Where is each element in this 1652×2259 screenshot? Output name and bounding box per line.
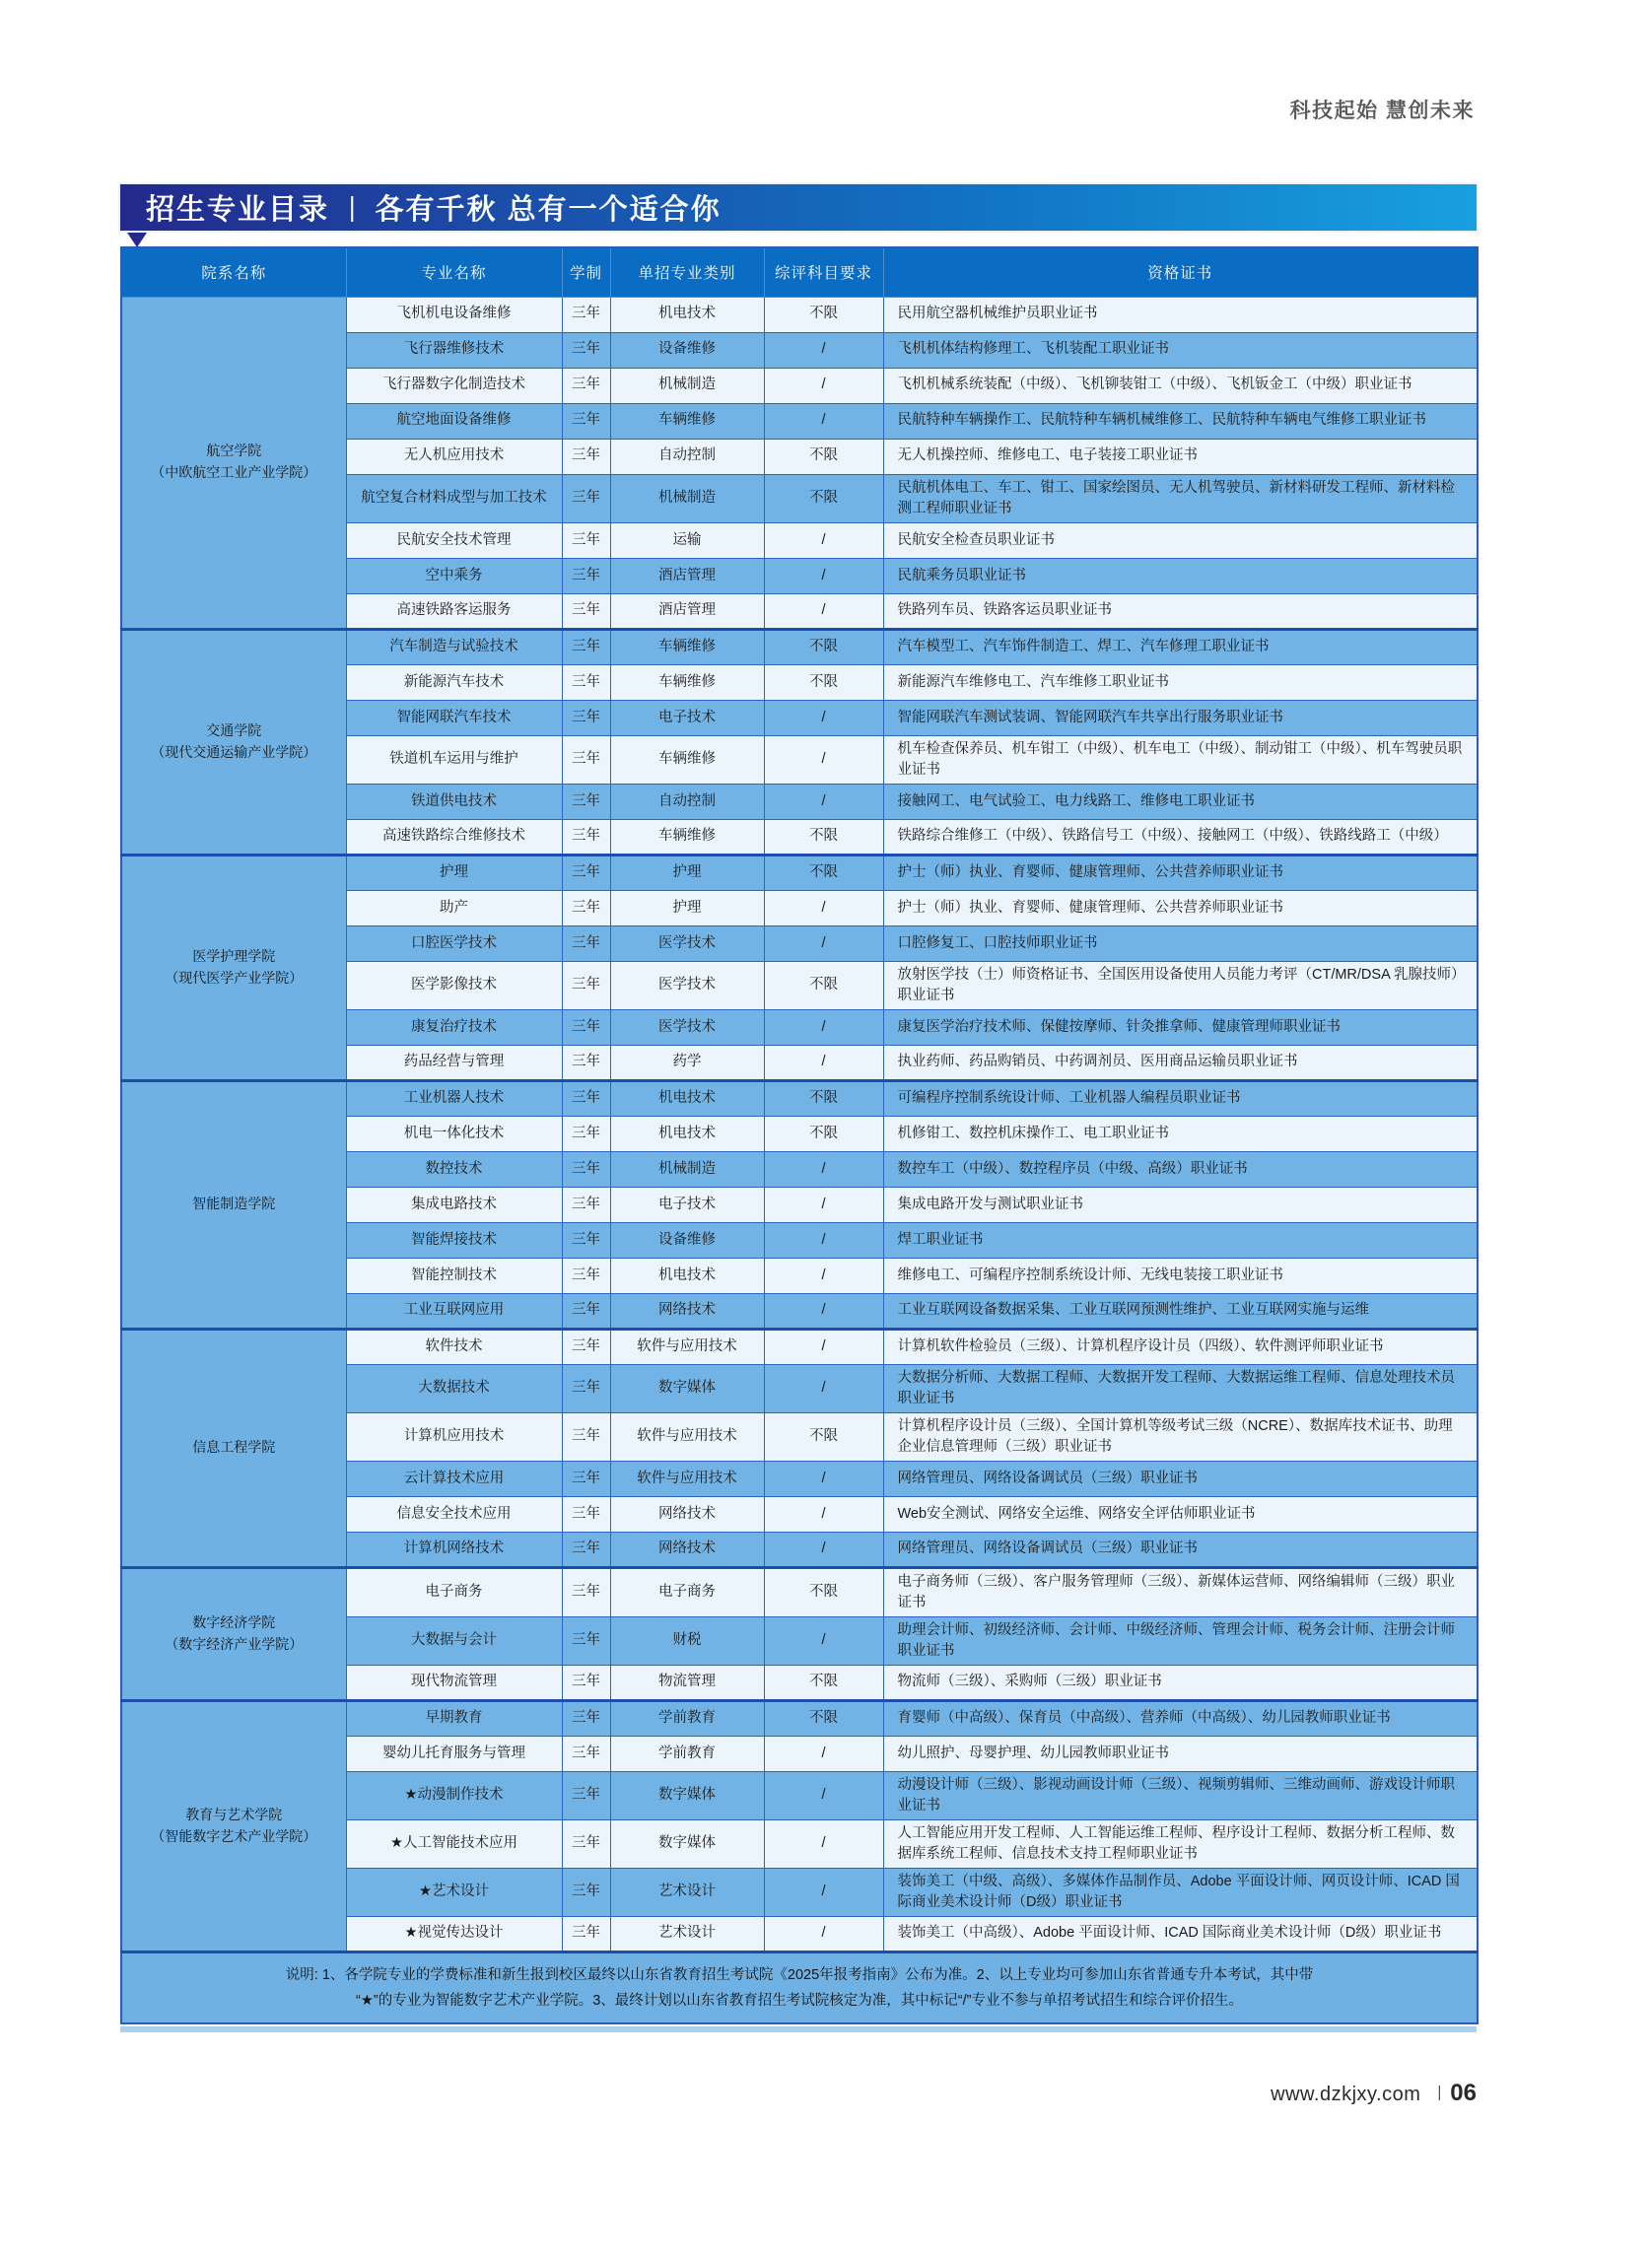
major-cell: 工业互联网应用 (346, 1293, 562, 1329)
category-cell: 设备维修 (610, 332, 764, 368)
major-cell: 电子商务 (346, 1567, 562, 1616)
subject-requirement-cell: / (764, 1736, 883, 1771)
certificate-cell: 计算机程序设计员（三级）、全国计算机等级考试三级（NCRE）、数据库技术证书、助理企业信息管理师（三级）职业证书 (883, 1412, 1478, 1461)
table-bottom-strip (120, 2026, 1477, 2032)
page-title: 招生专业目录 (146, 194, 330, 226)
duration-cell: 三年 (562, 332, 610, 368)
certificate-cell: 民航机体电工、车工、钳工、国家绘图员、无人机驾驶员、新材料研发工程师、新材料检测工程师职业证书 (883, 474, 1478, 522)
subject-requirement-cell: / (764, 1009, 883, 1045)
college-name-cell: 航空学院 （中欧航空工业产业学院） (121, 297, 346, 629)
major-cell: 铁道机车运用与维护 (346, 735, 562, 784)
college-name-cell: 智能制造学院 (121, 1080, 346, 1329)
certificate-cell: 康复医学治疗技术师、保健按摩师、针灸推拿师、健康管理师职业证书 (883, 1009, 1478, 1045)
category-cell: 自动控制 (610, 784, 764, 819)
duration-cell: 三年 (562, 629, 610, 664)
duration-cell: 三年 (562, 403, 610, 439)
category-cell: 机电技术 (610, 1258, 764, 1293)
college-name-cell: 教育与艺术学院 （智能数字艺术产业学院） (121, 1700, 346, 1951)
subject-requirement-cell: / (764, 1819, 883, 1868)
subject-requirement-cell: 不限 (764, 1080, 883, 1116)
category-cell: 机电技术 (610, 1080, 764, 1116)
category-cell: 酒店管理 (610, 593, 764, 629)
major-cell: 口腔医学技术 (346, 925, 562, 961)
certificate-cell: 集成电路开发与测试职业证书 (883, 1187, 1478, 1222)
subject-requirement-cell: / (764, 368, 883, 403)
category-cell: 自动控制 (610, 439, 764, 474)
duration-cell: 三年 (562, 1916, 610, 1951)
duration-cell: 三年 (562, 1080, 610, 1116)
duration-cell: 三年 (562, 368, 610, 403)
certificate-cell: 新能源汽车维修电工、汽车维修工职业证书 (883, 664, 1478, 700)
table-row (121, 855, 1478, 890)
category-cell: 设备维修 (610, 1222, 764, 1258)
college-name-cell: 信息工程学院 (121, 1329, 346, 1567)
table-row (121, 297, 1478, 332)
subject-requirement-cell: / (764, 332, 883, 368)
subject-requirement-cell: 不限 (764, 1665, 883, 1700)
certificate-cell: 铁路列车员、铁路客运员职业证书 (883, 593, 1478, 629)
category-cell: 电子技术 (610, 1187, 764, 1222)
major-cell: 计算机应用技术 (346, 1412, 562, 1461)
subject-requirement-cell: 不限 (764, 474, 883, 522)
subject-requirement-cell: / (764, 1616, 883, 1665)
category-cell: 机械制造 (610, 474, 764, 522)
category-cell: 机械制造 (610, 368, 764, 403)
major-cell: 高速铁路综合维修技术 (346, 819, 562, 855)
duration-cell: 三年 (562, 1567, 610, 1616)
table-row (121, 1080, 1478, 1116)
certificate-cell: 网络管理员、网络设备调试员（三级）职业证书 (883, 1532, 1478, 1567)
subject-requirement-cell: 不限 (764, 855, 883, 890)
major-cell: 机电一体化技术 (346, 1116, 562, 1151)
duration-cell: 三年 (562, 297, 610, 332)
table-row (121, 1700, 1478, 1736)
duration-cell: 三年 (562, 1736, 610, 1771)
column-header-certificates: 资格证书 (883, 247, 1478, 297)
title-pointer-triangle (127, 233, 147, 247)
duration-cell: 三年 (562, 1151, 610, 1187)
certificate-cell: 物流师（三级）、采购师（三级）职业证书 (883, 1665, 1478, 1700)
major-cell: 铁道供电技术 (346, 784, 562, 819)
duration-cell: 三年 (562, 474, 610, 522)
title-separator: | (349, 191, 356, 223)
duration-cell: 三年 (562, 925, 610, 961)
major-cell: 新能源汽车技术 (346, 664, 562, 700)
major-cell: 飞行器维修技术 (346, 332, 562, 368)
duration-cell: 三年 (562, 1532, 610, 1567)
subject-requirement-cell: 不限 (764, 1567, 883, 1616)
category-cell: 机电技术 (610, 297, 764, 332)
major-cell: 护理 (346, 855, 562, 890)
certificate-cell: 智能网联汽车测试装调、智能网联汽车共享出行服务职业证书 (883, 700, 1478, 735)
certificate-cell: 汽车模型工、汽车饰件制造工、焊工、汽车修理工职业证书 (883, 629, 1478, 664)
category-cell: 学前教育 (610, 1700, 764, 1736)
major-cell: 数控技术 (346, 1151, 562, 1187)
page-footer (1271, 2080, 1477, 2107)
category-cell: 网络技术 (610, 1293, 764, 1329)
subject-requirement-cell: / (764, 1045, 883, 1080)
certificate-cell: 人工智能应用开发工程师、人工智能运维工程师、程序设计工程师、数据分析工程师、数据库系统工程师、信息技术支持工程师职业证书 (883, 1819, 1478, 1868)
table-row (121, 1329, 1478, 1364)
page-subtitle: 各有千秋 总有一个适合你 (375, 194, 722, 226)
column-header-college: 院系名称 (121, 247, 346, 297)
major-cell: 智能控制技术 (346, 1258, 562, 1293)
category-cell: 医学技术 (610, 925, 764, 961)
duration-cell: 三年 (562, 439, 610, 474)
duration-cell: 三年 (562, 1364, 610, 1412)
footer-separator: Ⅰ (1436, 2084, 1443, 2105)
subject-requirement-cell: 不限 (764, 961, 883, 1009)
major-cell: 婴幼儿托育服务与管理 (346, 1736, 562, 1771)
note-line-2: “★”的专业为智能数字艺术产业学院。3、最终计划以山东省教育招生考试院核定为准，其中标记“/”专业不参与单招考试招生和综合评价招生。 (356, 1992, 1243, 2009)
major-cell: 航空地面设备维修 (346, 403, 562, 439)
column-header-subject-requirement: 综评科目要求 (764, 247, 883, 297)
certificate-cell: 助理会计师、初级经济师、会计师、中级经济师、管理会计师、税务会计师、注册会计师职业证书 (883, 1616, 1478, 1665)
subject-requirement-cell: 不限 (764, 1412, 883, 1461)
category-cell: 酒店管理 (610, 558, 764, 593)
certificate-cell: 口腔修复工、口腔技师职业证书 (883, 925, 1478, 961)
major-cell: 民航安全技术管理 (346, 522, 562, 558)
duration-cell: 三年 (562, 593, 610, 629)
duration-cell: 三年 (562, 784, 610, 819)
category-cell: 护理 (610, 855, 764, 890)
column-header-category: 单招专业类别 (610, 247, 764, 297)
category-cell: 护理 (610, 890, 764, 925)
major-cell: 无人机应用技术 (346, 439, 562, 474)
subject-requirement-cell: / (764, 700, 883, 735)
major-cell: 早期教育 (346, 1700, 562, 1736)
major-cell: 康复治疗技术 (346, 1009, 562, 1045)
certificate-cell: 无人机操控师、维修电工、电子装接工职业证书 (883, 439, 1478, 474)
duration-cell: 三年 (562, 1412, 610, 1461)
duration-cell: 三年 (562, 1293, 610, 1329)
certificate-cell: 铁路综合维修工（中级）、铁路信号工（中级）、接触网工（中级）、铁路线路工（中级） (883, 819, 1478, 855)
certificate-cell: 动漫设计师（三级）、影视动画设计师（三级）、视频剪辑师、三维动画师、游戏设计师职业证书 (883, 1771, 1478, 1819)
subject-requirement-cell: / (764, 1187, 883, 1222)
subject-requirement-cell: / (764, 1329, 883, 1364)
subject-requirement-cell: / (764, 1151, 883, 1187)
duration-cell: 三年 (562, 819, 610, 855)
subject-requirement-cell: 不限 (764, 439, 883, 474)
subject-requirement-cell: / (764, 1771, 883, 1819)
certificate-cell: 幼儿照护、母婴护理、幼儿园教师职业证书 (883, 1736, 1478, 1771)
major-cell: 大数据技术 (346, 1364, 562, 1412)
note-line-1: 说明: 1、各学院专业的学费标准和新生报到校区最终以山东省教育招生考试院《2025年报考指南》公布为准。2、以上专业均可参加山东省普通专升本考试，其中带 (285, 1966, 1314, 1983)
college-name-cell: 医学护理学院 （现代医学产业学院） (121, 855, 346, 1080)
major-cell: 软件技术 (346, 1329, 562, 1364)
category-cell: 数字媒体 (610, 1364, 764, 1412)
major-cell: 药品经营与管理 (346, 1045, 562, 1080)
subject-requirement-cell: 不限 (764, 664, 883, 700)
certificate-cell: 护士（师）执业、育婴师、健康管理师、公共营养师职业证书 (883, 855, 1478, 890)
subject-requirement-cell: / (764, 1461, 883, 1496)
certificate-cell: 工业互联网设备数据采集、工业互联网预测性维护、工业互联网实施与运维 (883, 1293, 1478, 1329)
category-cell: 软件与应用技术 (610, 1461, 764, 1496)
category-cell: 物流管理 (610, 1665, 764, 1700)
duration-cell: 三年 (562, 522, 610, 558)
major-cell: 大数据与会计 (346, 1616, 562, 1665)
certificate-cell: 育婴师（中高级）、保育员（中高级）、营养师（中高级）、幼儿园教师职业证书 (883, 1700, 1478, 1736)
duration-cell: 三年 (562, 1222, 610, 1258)
major-cell: ★艺术设计 (346, 1868, 562, 1916)
duration-cell: 三年 (562, 855, 610, 890)
subject-requirement-cell: 不限 (764, 297, 883, 332)
major-cell: 高速铁路客运服务 (346, 593, 562, 629)
duration-cell: 三年 (562, 664, 610, 700)
subject-requirement-cell: / (764, 1532, 883, 1567)
subject-requirement-cell: / (764, 1293, 883, 1329)
major-cell: 航空复合材料成型与加工技术 (346, 474, 562, 522)
subject-requirement-cell: / (764, 1496, 883, 1532)
major-cell: 医学影像技术 (346, 961, 562, 1009)
duration-cell: 三年 (562, 1461, 610, 1496)
certificate-cell: 飞机机械系统装配（中级）、飞机铆装钳工（中级）、飞机钣金工（中级）职业证书 (883, 368, 1478, 403)
major-cell: 云计算技术应用 (346, 1461, 562, 1496)
major-cell: 现代物流管理 (346, 1665, 562, 1700)
column-header-duration: 学制 (562, 247, 610, 297)
major-cell: ★动漫制作技术 (346, 1771, 562, 1819)
subject-requirement-cell: / (764, 735, 883, 784)
category-cell: 网络技术 (610, 1532, 764, 1567)
duration-cell: 三年 (562, 700, 610, 735)
major-cell: 汽车制造与试验技术 (346, 629, 562, 664)
certificate-cell: 数控车工（中级）、数控程序员（中级、高级）职业证书 (883, 1151, 1478, 1187)
certificate-cell: 电子商务师（三级）、客户服务管理师（三级）、新媒体运营师、网络编辑师（三级）职业证书 (883, 1567, 1478, 1616)
subject-requirement-cell: / (764, 558, 883, 593)
major-cell: ★人工智能技术应用 (346, 1819, 562, 1868)
major-cell: 集成电路技术 (346, 1187, 562, 1222)
duration-cell: 三年 (562, 1009, 610, 1045)
certificate-cell: 可编程序控制系统设计师、工业机器人编程员职业证书 (883, 1080, 1478, 1116)
duration-cell: 三年 (562, 1771, 610, 1819)
section-title-bar (120, 184, 1477, 231)
category-cell: 网络技术 (610, 1496, 764, 1532)
category-cell: 机械制造 (610, 1151, 764, 1187)
duration-cell: 三年 (562, 735, 610, 784)
category-cell: 车辆维修 (610, 403, 764, 439)
duration-cell: 三年 (562, 1819, 610, 1868)
certificate-cell: 接触网工、电气试验工、电力线路工、维修电工职业证书 (883, 784, 1478, 819)
category-cell: 财税 (610, 1616, 764, 1665)
category-cell: 车辆维修 (610, 819, 764, 855)
certificate-cell: 民航安全检查员职业证书 (883, 522, 1478, 558)
note-row (121, 1951, 1478, 2023)
certificate-cell: 计算机软件检验员（三级）、计算机程序设计员（四级）、软件测评师职业证书 (883, 1329, 1478, 1364)
subject-requirement-cell: / (764, 925, 883, 961)
duration-cell: 三年 (562, 1116, 610, 1151)
certificate-cell: 执业药师、药品购销员、中药调剂员、医用商品运输员职业证书 (883, 1045, 1478, 1080)
category-cell: 机电技术 (610, 1116, 764, 1151)
majors-catalog-table (120, 246, 1479, 2024)
subject-requirement-cell: 不限 (764, 1116, 883, 1151)
subject-requirement-cell: / (764, 1916, 883, 1951)
footer-website-url: www.dzkjxy.com (1271, 2084, 1421, 2105)
category-cell: 车辆维修 (610, 664, 764, 700)
certificate-cell: 焊工职业证书 (883, 1222, 1478, 1258)
note-cell (121, 1951, 1478, 2023)
category-cell: 软件与应用技术 (610, 1412, 764, 1461)
subject-requirement-cell: / (764, 1222, 883, 1258)
category-cell: 运输 (610, 522, 764, 558)
major-cell: 计算机网络技术 (346, 1532, 562, 1567)
note-section (121, 1951, 1478, 2023)
duration-cell: 三年 (562, 1700, 610, 1736)
major-cell: 飞行器数字化制造技术 (346, 368, 562, 403)
subject-requirement-cell: / (764, 1868, 883, 1916)
content-area (120, 184, 1477, 2032)
category-cell: 电子技术 (610, 700, 764, 735)
subject-requirement-cell: / (764, 784, 883, 819)
certificate-cell: 机修钳工、数控机床操作工、电工职业证书 (883, 1116, 1478, 1151)
table-row (121, 629, 1478, 664)
category-cell: 车辆维修 (610, 629, 764, 664)
college-name-cell: 数字经济学院 （数字经济产业学院） (121, 1567, 346, 1700)
table-row (121, 1567, 1478, 1616)
duration-cell: 三年 (562, 1868, 610, 1916)
subject-requirement-cell: / (764, 1258, 883, 1293)
category-cell: 车辆维修 (610, 735, 764, 784)
duration-cell: 三年 (562, 1045, 610, 1080)
catalog-table-body (121, 297, 1478, 1951)
certificate-cell: 维修电工、可编程序控制系统设计师、无线电装接工职业证书 (883, 1258, 1478, 1293)
subject-requirement-cell: / (764, 522, 883, 558)
subject-requirement-cell: / (764, 890, 883, 925)
certificate-cell: 装饰美工（中级、高级）、多媒体作品制作员、Adobe 平面设计师、网页设计师、ICAD 国际商业美术设计师（D级）职业证书 (883, 1868, 1478, 1916)
duration-cell: 三年 (562, 558, 610, 593)
category-cell: 电子商务 (610, 1567, 764, 1616)
table-header-row (121, 247, 1478, 297)
duration-cell: 三年 (562, 1187, 610, 1222)
subject-requirement-cell: / (764, 403, 883, 439)
certificate-cell: 机车检查保养员、机车钳工（中级）、机车电工（中级）、制动钳工（中级）、机车驾驶员职业证书 (883, 735, 1478, 784)
category-cell: 学前教育 (610, 1736, 764, 1771)
duration-cell: 三年 (562, 1616, 610, 1665)
certificate-cell: 大数据分析师、大数据工程师、大数据开发工程师、大数据运维工程师、信息处理技术员职业证书 (883, 1364, 1478, 1412)
subject-requirement-cell: / (764, 1364, 883, 1412)
category-cell: 药学 (610, 1045, 764, 1080)
major-cell: 智能网联汽车技术 (346, 700, 562, 735)
column-header-major: 专业名称 (346, 247, 562, 297)
duration-cell: 三年 (562, 961, 610, 1009)
certificate-cell: 民用航空器机械维护员职业证书 (883, 297, 1478, 332)
college-name-cell: 交通学院 （现代交通运输产业学院） (121, 629, 346, 855)
duration-cell: 三年 (562, 1329, 610, 1364)
major-cell: 空中乘务 (346, 558, 562, 593)
duration-cell: 三年 (562, 1665, 610, 1700)
major-cell: 工业机器人技术 (346, 1080, 562, 1116)
certificate-cell: 民航乘务员职业证书 (883, 558, 1478, 593)
category-cell: 软件与应用技术 (610, 1329, 764, 1364)
major-cell: 助产 (346, 890, 562, 925)
certificate-cell: 放射医学技（士）师资格证书、全国医用设备使用人员能力考评（CT/MR/DSA 乳腺技师）职业证书 (883, 961, 1478, 1009)
category-cell: 医学技术 (610, 1009, 764, 1045)
duration-cell: 三年 (562, 1258, 610, 1293)
certificate-cell: 网络管理员、网络设备调试员（三级）职业证书 (883, 1461, 1478, 1496)
major-cell: 智能焊接技术 (346, 1222, 562, 1258)
major-cell: 信息安全技术应用 (346, 1496, 562, 1532)
certificate-cell: Web安全测试、网络安全运维、网络安全评估师职业证书 (883, 1496, 1478, 1532)
footer-page-number: 06 (1450, 2080, 1477, 2106)
duration-cell: 三年 (562, 1496, 610, 1532)
category-cell: 艺术设计 (610, 1916, 764, 1951)
subject-requirement-cell: 不限 (764, 819, 883, 855)
category-cell: 医学技术 (610, 961, 764, 1009)
certificate-cell: 民航特种车辆操作工、民航特种车辆机械维修工、民航特种车辆电气维修工职业证书 (883, 403, 1478, 439)
certificate-cell: 护士（师）执业、育婴师、健康管理师、公共营养师职业证书 (883, 890, 1478, 925)
category-cell: 艺术设计 (610, 1868, 764, 1916)
subject-requirement-cell: 不限 (764, 1700, 883, 1736)
major-cell: ★视觉传达设计 (346, 1916, 562, 1951)
duration-cell: 三年 (562, 890, 610, 925)
category-cell: 数字媒体 (610, 1819, 764, 1868)
page-tagline: 科技起始 慧创未来 (1289, 100, 1475, 122)
certificate-cell: 飞机机体结构修理工、飞机装配工职业证书 (883, 332, 1478, 368)
category-cell: 数字媒体 (610, 1771, 764, 1819)
certificate-cell: 装饰美工（中高级）、Adobe 平面设计师、ICAD 国际商业美术设计师（D级）职业证书 (883, 1916, 1478, 1951)
major-cell: 飞机机电设备维修 (346, 297, 562, 332)
subject-requirement-cell: / (764, 593, 883, 629)
subject-requirement-cell: 不限 (764, 629, 883, 664)
